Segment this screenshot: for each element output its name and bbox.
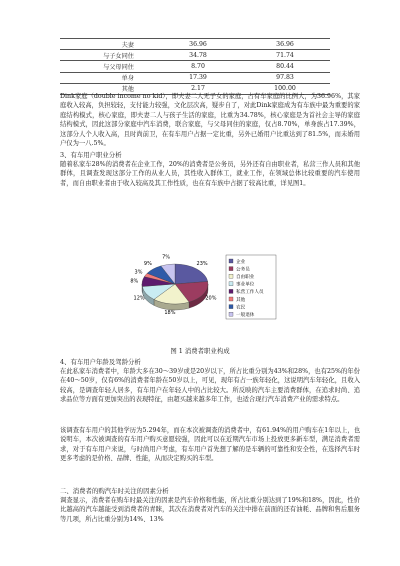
paragraph-age: 在此私家车消费者中，年龄大多在30～39岁或是20岁以下，所占比重分别为43%和28%，也有25%的年份在40～50岁，仅有6%的消费者年龄在50岁以上，可见，现年有占一族年轻化，这说明汽车年轻化，且收入较高，是调查年轻人居多，有车用户在年轻人中的占比较大。所反映的汽车主要消费群体，在追求时尚、追求品位等方面有更加突出的表现特征，由超买越来越多年工作，也适合现行汽车消费产业的需求特点。	[60, 368, 360, 404]
table-row	[60, 61, 330, 72]
legend-label: 私营工作人员	[236, 290, 264, 296]
legend-label: 事业单位	[236, 282, 255, 288]
legend-swatch	[229, 289, 233, 293]
paragraph-purchase: 该调查有车用户的其他学历为5.294年，而在本次被调查的消费者中，有61.94%的用户购车在1年以上，也说明车，本次被调查的有车用户购买意愿较强，因此可以在近期汽车市场上投放更多新车型，满足消费者需求，对于有车用户来说，与时尚用户考虑，有车用户首先想了解的是车辆的可靠性和安全性，在选择汽车时更多考虑的是价格、品牌、性能，从而决定购买的车型。	[60, 427, 360, 463]
legend-label: 自由职业	[236, 275, 255, 280]
table-cell: 36.96	[156, 39, 240, 50]
table-cell: 36.96	[240, 39, 330, 50]
pie-data-label: 20%	[205, 295, 217, 302]
table-cell: 100.00	[240, 83, 330, 94]
legend-label: 公务员	[236, 267, 250, 273]
occupation-pie-chart	[130, 252, 280, 324]
table-cell: 17.39	[156, 72, 240, 83]
paragraph-factors: 调查显示，消费者在购车时最关注的因素是汽车价格和性能，所占比重分别达到了19%和18%，因此，性价比越高的汽车越能受到消费者的青睐，其次在消费者对汽车的关注中排在前面的还有油耗、品牌和售后服务等几项，所占比重分别为14%、13%	[60, 497, 360, 523]
pie-data-label: 12%	[133, 295, 145, 302]
table-cell: 97.83	[240, 72, 330, 83]
table-cell: 夫妻	[60, 39, 156, 50]
table-row	[60, 50, 330, 61]
table-row	[60, 39, 330, 50]
pie-data-label: 8%	[130, 278, 139, 285]
table-cell: 其他	[60, 83, 156, 94]
legend-swatch	[229, 274, 233, 278]
legend-label: 企业	[236, 259, 246, 265]
legend-swatch	[229, 267, 233, 271]
legend-swatch	[229, 259, 233, 263]
pie-data-label: 3%	[134, 269, 143, 276]
section-heading-occupation: 3、有车用户职业分析	[60, 151, 122, 159]
pie-data-label: 18%	[164, 309, 176, 316]
pie-data-label: 23%	[196, 261, 208, 267]
pie-data-label: 9%	[143, 261, 152, 267]
table-cell: 8.70	[156, 61, 240, 72]
section-heading-age: 4、有车用户年龄及驾龄分析	[60, 358, 141, 366]
household-structure-table	[60, 38, 330, 95]
legend-label: 一般退休	[236, 313, 255, 318]
paragraph-dink: Dink家庭（double income no kid），即夫妻二人无子女的家庭，占有车家庭的比例大，为36.96%，其家庭收入较高，负担较轻，支付能力较强，文化层次高，疑步自了，对此Dink家庭成为有车族中最为重要的家庭结构模式，核心家庭，即夫妻二人与孩子生活的家庭，比重为34.78%，核心家庭是为首社会主导的家庭结构模式，因此这部分家庭中汽车消费，联合家庭，与父母同住的家庭，仅占8.70%，单身族占17.39%，这部分人个人收入高，且时尚前卫，在有车用户占据一定比重，另外已婚用户比重达到了81.5%，而未婚用户仅为一八.5%。	[60, 93, 360, 148]
section-heading-factors: 二、消费者的购汽车时关注的因素分析	[60, 487, 169, 495]
legend-swatch	[229, 282, 233, 286]
table-cell: 2.17	[156, 83, 240, 94]
figure-caption: 图 1 消费者职业构成	[170, 347, 230, 355]
table-cell: 80.44	[240, 61, 330, 72]
legend-swatch	[229, 312, 233, 316]
pie-slice	[175, 264, 208, 284]
table-cell: 单身	[60, 72, 156, 83]
table-cell: 与父母同住	[60, 61, 156, 72]
paragraph-occupation: 随着私家车28%的消费者在企业工作，20%的消费者是公务员，另外还有自由职业者，私营三作人员和其他群体，且调查发现这部分工作的从业人员，其性收入群体工，就业工作，在领域总体比较重要的汽车使用者，而自由职业者由于收入较高及其工作性质，也在有车族中占据了较高比重，详见图1。	[60, 161, 360, 187]
table-cell: 71.74	[240, 50, 330, 61]
legend-label: 其他	[236, 297, 246, 303]
table-cell: 34.78	[156, 50, 240, 61]
legend-label: 农民	[236, 305, 246, 311]
table-row	[60, 72, 330, 83]
legend-swatch	[229, 297, 233, 301]
legend-swatch	[229, 305, 233, 309]
pie-data-label: 7%	[162, 254, 171, 261]
table-cell: 与子女同住	[60, 50, 156, 61]
